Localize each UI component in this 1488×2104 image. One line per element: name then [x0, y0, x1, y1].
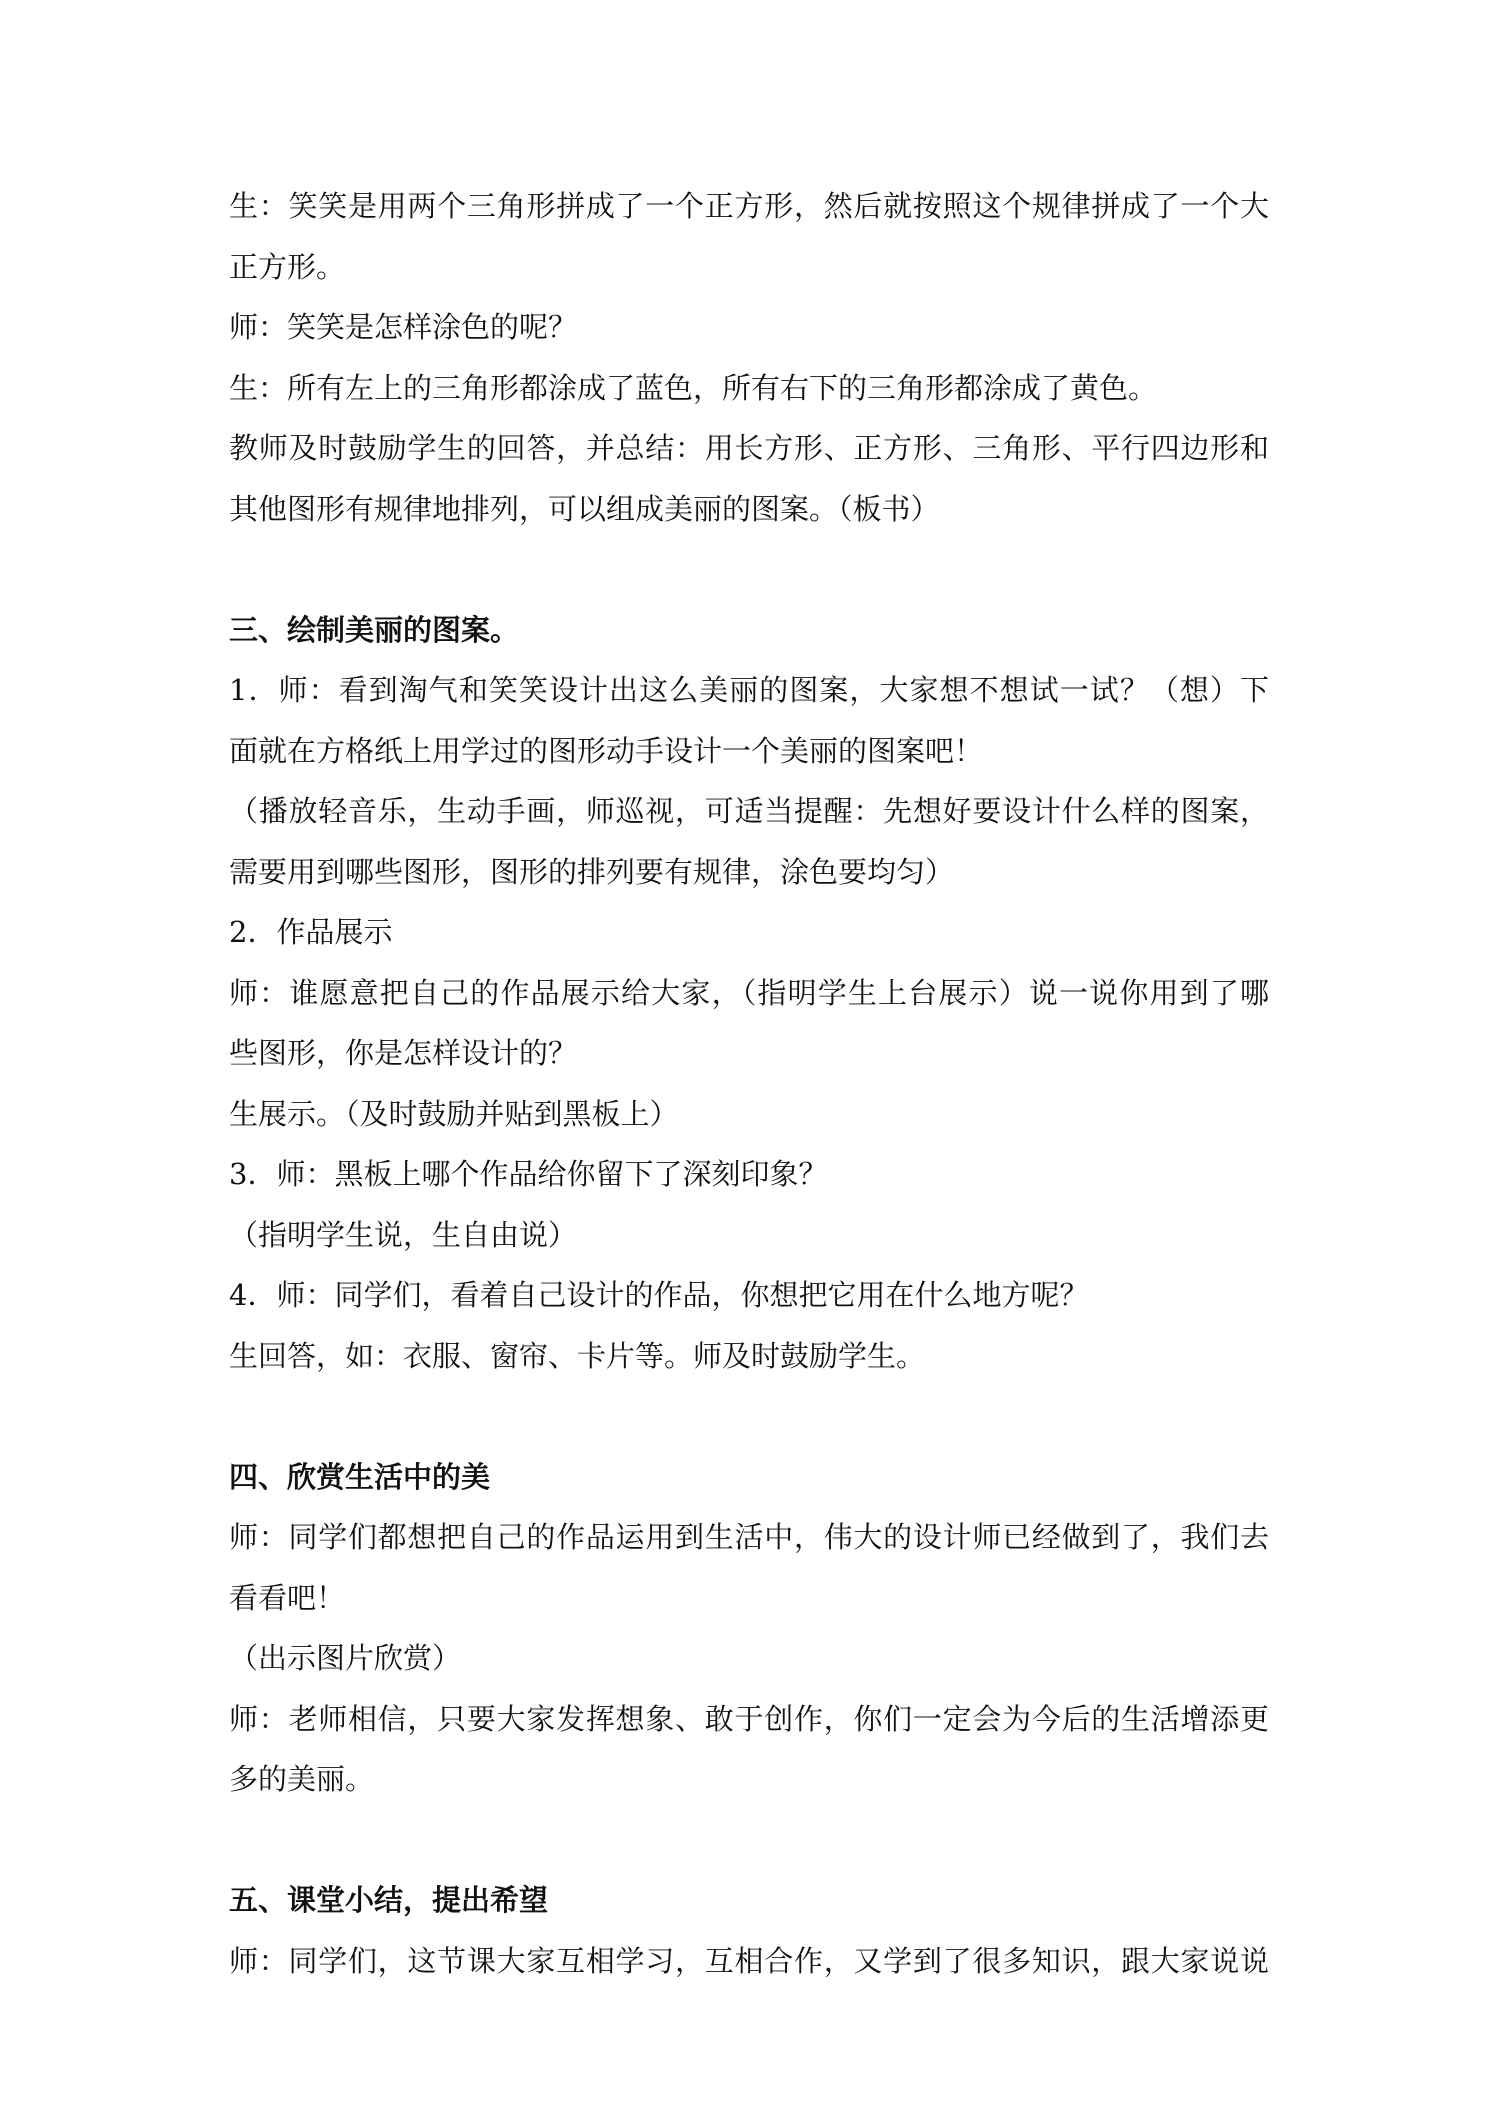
text-line: 2．作品展示	[229, 915, 393, 949]
text-line: （出示图片欣赏）	[229, 1641, 462, 1675]
text-line: 生回答，如：衣服、窗帘、卡片等。师及时鼓励学生。	[229, 1338, 926, 1373]
document-body	[229, 176, 1269, 1991]
text-line: 生：笑笑是用两个三角形拼成了一个正方形，然后就按照这个规律拼成了一个大	[229, 189, 1269, 223]
text-line: 生：所有左上的三角形都涂成了蓝色，所有右下的三角形都涂成了黄色。	[229, 370, 1158, 405]
text-line: 生展示。（及时鼓励并贴到黑板上）	[229, 1096, 679, 1131]
section-heading: 五、课堂小结，提出希望	[229, 1883, 549, 1917]
text-line: （指明学生说，生自由说）	[229, 1217, 578, 1252]
section-heading: 三、绘制美丽的图案。	[229, 612, 520, 647]
text-line: 3．师：黑板上哪个作品给你留下了深刻印象？	[229, 1157, 828, 1191]
text-line: 师：老师相信，只要大家发挥想象、敢于创作，你们一定会为今后的生活增添更	[229, 1701, 1269, 1736]
text-line: 师：谁愿意把自己的作品展示给大家，（指明学生上台展示）说一说你用到了哪	[229, 975, 1269, 1010]
text-line: 师：同学们，这节课大家互相学习，互相合作，又学到了很多知识，跟大家说说	[229, 1943, 1269, 1978]
paragraph-spacer	[229, 1810, 1269, 1871]
text-line: 些图形，你是怎样设计的？	[229, 1036, 578, 1070]
section-heading: 四、欣赏生活中的美	[229, 1459, 491, 1494]
text-line: 多的美丽。	[229, 1762, 375, 1796]
text-line: 需要用到哪些图形，图形的排列要有规律，涂色要均匀）	[229, 854, 955, 889]
text-line: 正方形。	[229, 249, 346, 284]
text-line: 教师及时鼓励学生的回答，并总结：用长方形、正方形、三角形、平行四边形和	[229, 431, 1269, 465]
text-line: 师：同学们都想把自己的作品运用到生活中，伟大的设计师已经做到了，我们去	[229, 1520, 1269, 1554]
text-line: 4．师：同学们，看着自己设计的作品，你想把它用在什么地方呢？	[229, 1278, 1089, 1312]
paragraph-spacer	[229, 539, 1269, 600]
text-line: 看看吧！	[229, 1580, 346, 1615]
text-line: 1．师：看到淘气和笑笑设计出这么美丽的图案，大家想不想试一试？（想）下	[229, 673, 1269, 707]
text-line: 面就在方格纸上用学过的图形动手设计一个美丽的图案吧！	[229, 733, 984, 768]
text-line: （播放轻音乐，生动手画，师巡视，可适当提醒：先想好要设计什么样的图案，	[229, 794, 1269, 828]
paragraph-spacer	[229, 1386, 1269, 1447]
text-line: 师：笑笑是怎样涂色的呢？	[229, 310, 578, 344]
text-line: 其他图形有规律地排列，可以组成美丽的图案。（板书）	[229, 491, 940, 526]
